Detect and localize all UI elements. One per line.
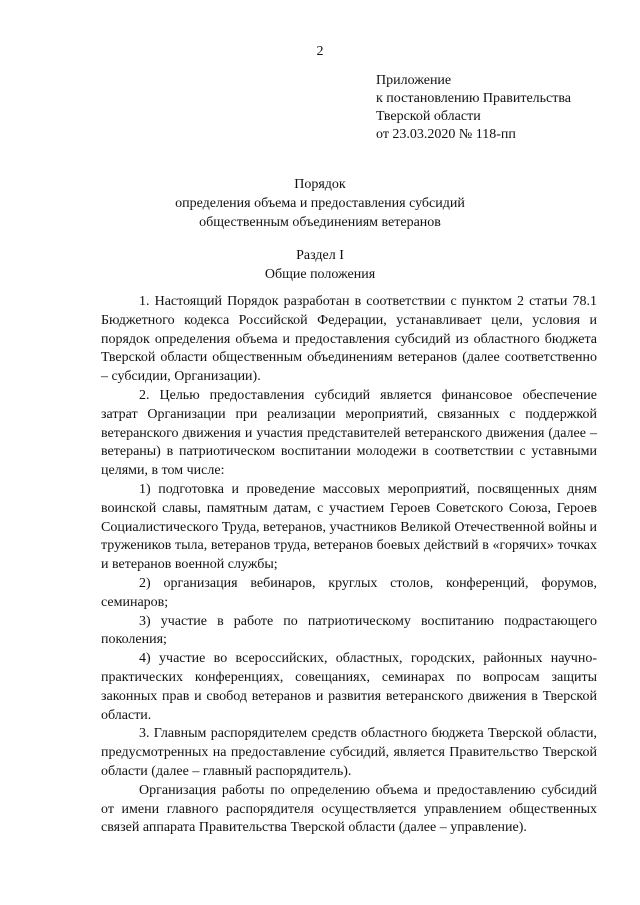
section-name: Общие положения [264,267,376,282]
paragraph: 3. Главным распорядителем средств областного бюджета Тверской области, предусмотренных на предоставление субсидий, является Правительство Тверской области (далее – главный распорядитель). [101,726,597,779]
title-line-1: Порядок [294,177,346,192]
appendix-block [376,72,571,144]
appendix-line-4: от 23.03.2020 № 118-пп [376,127,516,142]
appendix-line-2: к постановлению Правительства [376,91,572,106]
title-line-2: определения объема и предоставления субсидий [175,196,465,211]
section-heading [0,246,640,284]
paragraph: 2. Целью предоставления субсидий является финансовое обеспечение затрат Организации при реализации мероприятий, связанных с поддержкой ветеранского движения и участия представителей ветеранского движения (далее – ветераны) в патриотическом воспитании молодежи в соответствии с уставными целями, в том числе: [101,387,597,479]
document-title [0,175,640,232]
paragraph: 1) подготовка и проведение массовых мероприятий, посвященных дням воинской славы, памятным датам, с участием Героев Советского Союза, Героев Социалистического Труда, ветеранов, участников Великой Отечественной войны и тружеников тыла, ветеранов труда, ветеранов боевых действий в «горячих» точках и ветеранов военной службы; [101,481,597,573]
title-line-3: общественным объединениям ветеранов [199,215,441,230]
paragraph: 3) участие в работе по патриотическому воспитанию подрастающего поколения; [101,613,597,648]
section-number: Раздел I [296,248,344,263]
page-number: 2 [316,44,324,59]
paragraph: 4) участие во всероссийских, областных, городских, районных научно-практических конференциях, совещаниях, семинарах по вопросам защиты законных прав и свобод ветеранов и развития ветеранского движения в Тверской области. [101,651,597,723]
document-body [101,293,597,838]
appendix-line-3: Тверской области [376,109,481,124]
paragraph: 1. Настоящий Порядок разработан в соответствии с пунктом 2 статьи 78.1 Бюджетного кодекса Российской Федерации, устанавливает цели, условия и порядок определения объема и предоставления субсидий из областного бюджета Тверской области общественным объединениям ветеранов (далее соответственно – субсидии, Организации). [101,294,597,385]
paragraph: Организация работы по определению объема и предоставлению субсидий от имени главного распорядителя осуществляется управлением общественных связей аппарата Правительства Тверской области (далее – управление). [101,782,597,836]
appendix-line-1: Приложение [376,73,452,88]
paragraph: 2) организация вебинаров, круглых столов, конференций, форумов, семинаров; [101,575,597,610]
